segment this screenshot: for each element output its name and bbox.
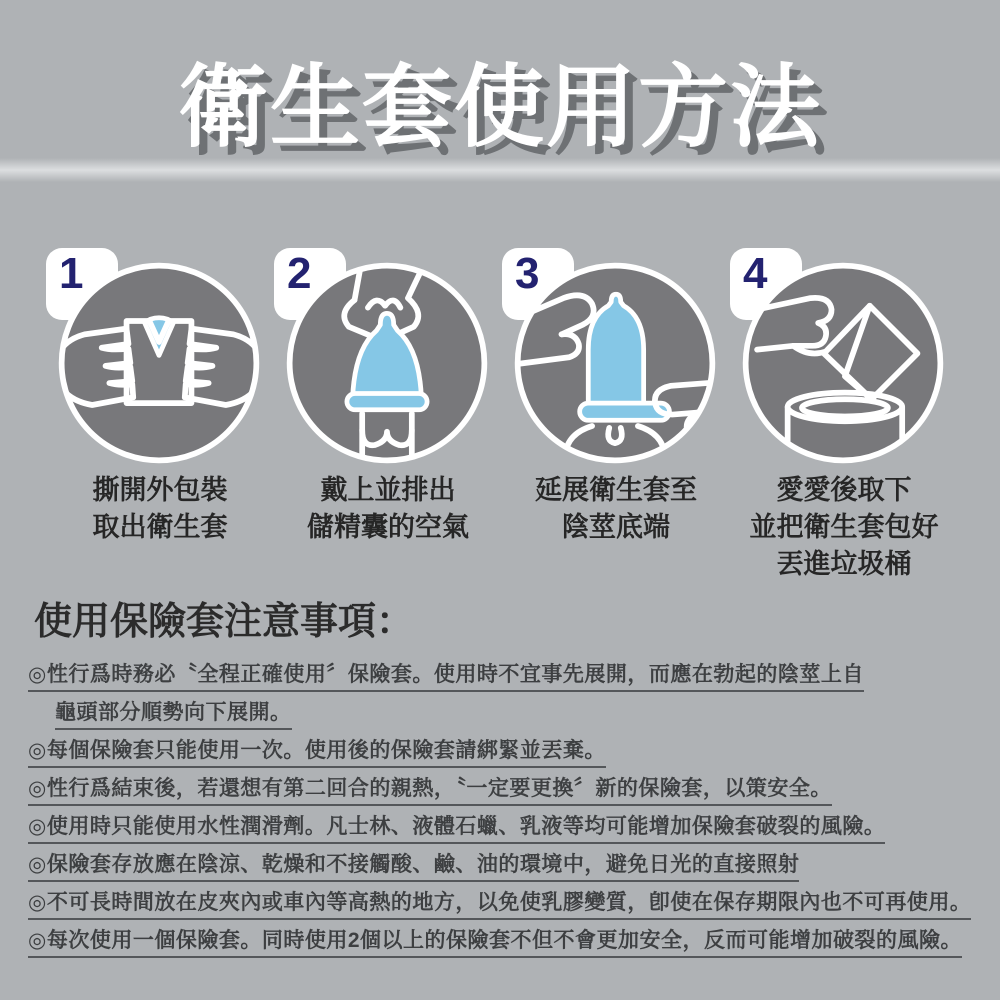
step-3-number: 3 — [515, 249, 540, 298]
step-1-number: 1 — [59, 249, 84, 298]
highlight-divider — [0, 158, 1000, 182]
usage-notes-section — [28, 600, 980, 960]
note-line-continuation: 龜頭部分順勢向下展開。 — [28, 694, 980, 732]
caption-line: 並把衛生套包好 — [749, 512, 939, 542]
step-2 — [274, 248, 502, 620]
note-line: ◎使用時只能使用水性潤滑劑。凡士林、液體石蠟、乳液等均可能增加保險套破裂的風險。 — [28, 808, 980, 846]
note-line: ◎性行爲時務必〝全程正確使用〞保險套。使用時不宜事先展開，而應在勃起的陰莖上自 — [28, 656, 980, 694]
step-3-caption — [502, 472, 730, 546]
notes-heading: 使用保險套注意事項： — [34, 601, 415, 643]
caption-line: 儲精囊的空氣 — [307, 512, 469, 542]
tear-open-wrapper-icon — [54, 258, 264, 468]
caption-line: 戴上並排出 — [320, 475, 456, 505]
step-4 — [730, 248, 958, 620]
note-line: ◎性行爲結束後，若還想有第二回合的親熱，〝一定要更換〞新的保險套，以策安全。 — [28, 770, 980, 808]
pinch-reservoir-tip-icon — [282, 258, 492, 468]
note-line: ◎每個保險套只能使用一次。使用後的保險套請綁緊並丟棄。 — [28, 732, 980, 770]
caption-line: 延展衛生套至 — [535, 475, 697, 505]
caption-line: 取出衛生套 — [92, 512, 228, 542]
steps-row — [46, 248, 958, 620]
step-2-caption — [274, 472, 502, 546]
caption-line: 陰莖底端 — [562, 512, 670, 542]
caption-line: 丟進垃圾桶 — [776, 549, 912, 579]
step-3 — [502, 248, 730, 620]
wrap-and-dispose-icon — [738, 258, 948, 468]
step-1-caption — [46, 472, 274, 546]
step-4-caption — [730, 472, 958, 583]
unroll-to-base-icon — [510, 258, 720, 468]
step-2-number: 2 — [287, 249, 312, 298]
note-line: ◎每次使用一個保險套。同時使用2個以上的保險套不但不會更加安全，反而可能增加破裂的風險。 — [28, 922, 980, 960]
note-line: ◎保險套存放應在陰涼、乾燥和不接觸酸、鹼、油的環境中，避免日光的直接照射 — [28, 846, 980, 884]
caption-line: 撕開外包裝 — [92, 475, 228, 505]
note-line: ◎不可長時間放在皮夾內或車內等高熱的地方，以免使乳膠變質，卽使在保存期限內也不可再使用。 — [28, 884, 980, 922]
page-title: 衛生套使用方法 — [178, 58, 822, 158]
step-4-number: 4 — [743, 249, 768, 298]
step-1 — [46, 248, 274, 620]
caption-line: 愛愛後取下 — [776, 475, 912, 505]
